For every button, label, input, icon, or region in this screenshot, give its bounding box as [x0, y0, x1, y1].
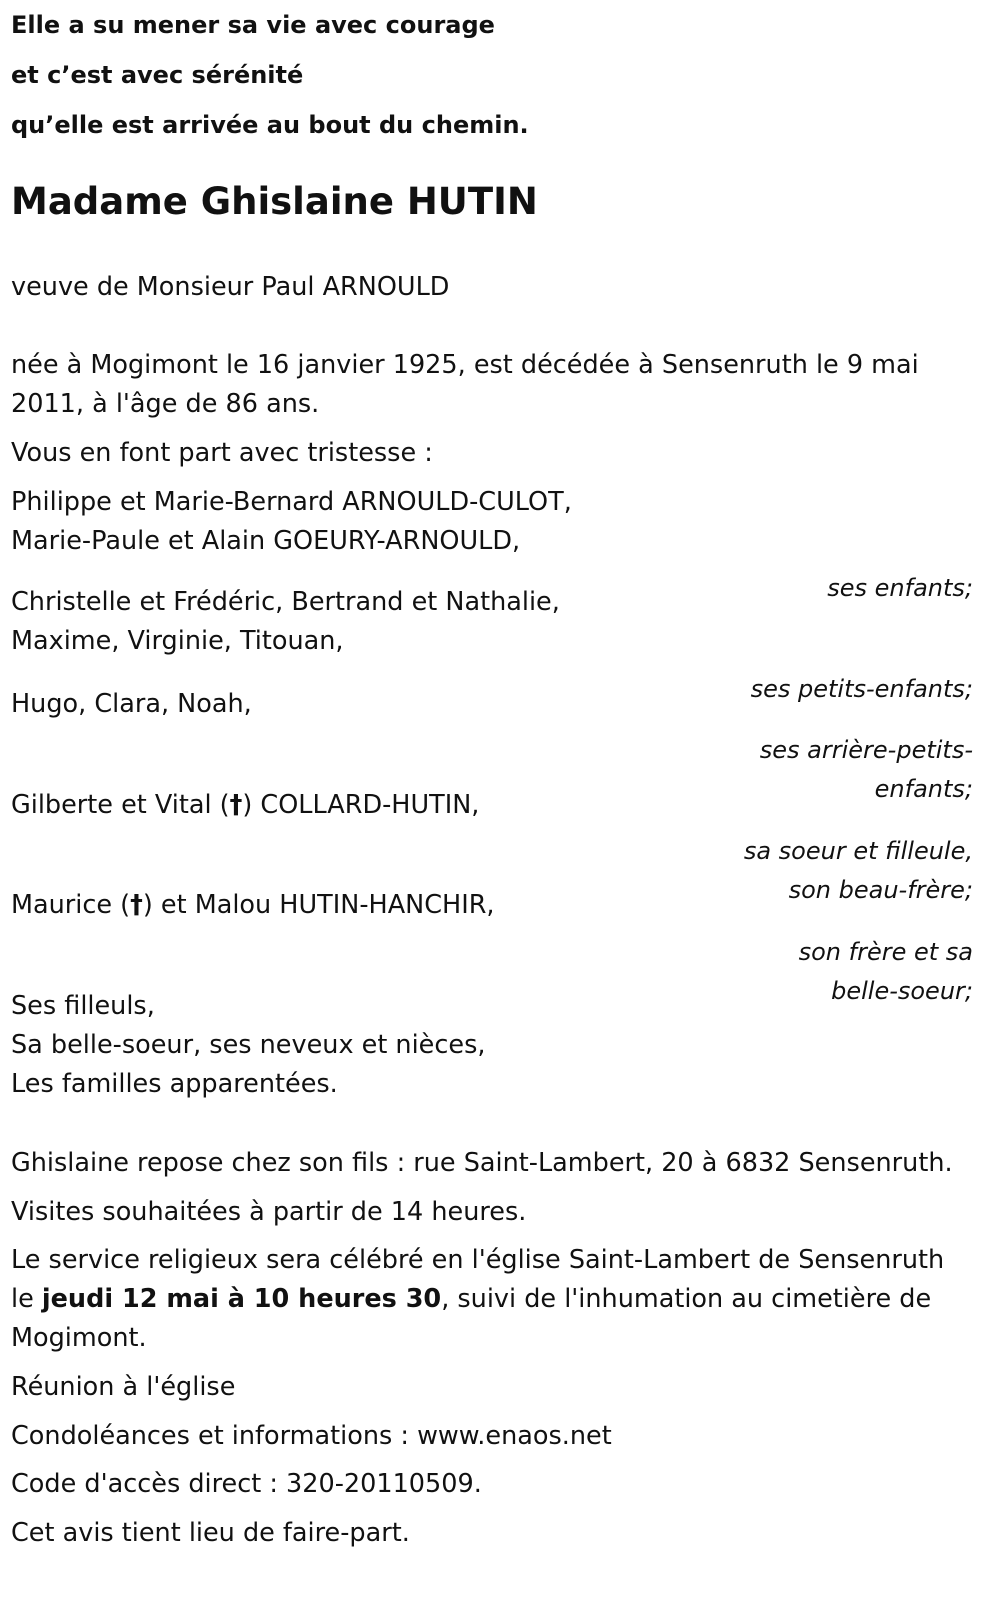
relation-brother: belle-soeur; — [831, 977, 973, 1005]
reunion-line: Réunion à l'église — [11, 1372, 236, 1402]
cross-icon: † — [229, 790, 243, 820]
service-text: , suivi de l'inhumation au cimetière de — [441, 1284, 932, 1314]
relation-grandchildren: ses petits-enfants; — [750, 675, 973, 703]
family-sister-name — [11, 786, 479, 825]
relation-children: ses enfants; — [827, 574, 973, 602]
family-children-name: Marie-Paule et Alain GOEURY-ARNOULD, — [11, 526, 521, 556]
name-text: ) et Malou HUTIN-HANCHIR, — [142, 890, 495, 920]
relation-sister: sa soeur et filleule, — [743, 837, 973, 865]
epitaph-line: et c’est avec sérénité — [11, 61, 304, 89]
others-line: Sa belle-soeur, ses neveux et nièces, — [11, 1030, 486, 1060]
birth-death-line: 2011, à l'âge de 86 ans. — [11, 389, 320, 419]
deceased-name: Madame Ghislaine HUTIN — [11, 180, 538, 223]
service-line — [11, 1280, 931, 1319]
spouse-line: veuve de Monsieur Paul ARNOULD — [11, 272, 450, 302]
family-children-name: Philippe et Marie-Bernard ARNOULD-CULOT, — [11, 487, 572, 517]
epitaph — [11, 0, 529, 150]
repose-line: Ghislaine repose chez son fils : rue Saint-Lambert, 20 à 6832 Sensenruth. — [11, 1148, 953, 1178]
family-grandchildren-name: Christelle et Frédéric, Bertrand et Nathalie, — [11, 587, 560, 617]
family-brother-name — [11, 886, 495, 925]
service-line: Le service religieux sera célébré en l'église Saint-Lambert de Sensenruth — [11, 1245, 945, 1275]
name-text: Maurice ( — [11, 890, 131, 920]
service-date: jeudi 12 mai à 10 heures 30 — [41, 1284, 442, 1314]
name-text: Gilberte et Vital ( — [11, 790, 230, 820]
relation-great-grandchildren: enfants; — [874, 775, 973, 803]
family-great-grandchildren-name: Hugo, Clara, Noah, — [11, 689, 252, 719]
relation-great-grandchildren: ses arrière-petits- — [759, 736, 973, 764]
relation-brother: son frère et sa — [798, 938, 973, 966]
name-text: ) COLLARD-HUTIN, — [242, 790, 480, 820]
family-grandchildren-name: Maxime, Virginie, Titouan, — [11, 626, 344, 656]
others-line: Ses filleuls, — [11, 991, 155, 1021]
announcement-intro: Vous en font part avec tristesse : — [11, 438, 433, 468]
service-line: Mogimont. — [11, 1323, 147, 1353]
access-code-line: Code d'accès direct : 320-20110509. — [11, 1469, 482, 1499]
others-line: Les familles apparentées. — [11, 1069, 338, 1099]
epitaph-line: qu’elle est arrivée au bout du chemin. — [11, 111, 529, 139]
notice-line: Cet avis tient lieu de faire-part. — [11, 1518, 410, 1548]
visits-line: Visites souhaitées à partir de 14 heures. — [11, 1197, 527, 1227]
birth-death-line: née à Mogimont le 16 janvier 1925, est décédée à Sensenruth le 9 mai — [11, 350, 919, 380]
relation-sister: son beau-frère; — [788, 876, 973, 904]
cross-icon: † — [130, 890, 143, 920]
condolences-line: Condoléances et informations : www.enaos.net — [11, 1421, 612, 1451]
service-text: le — [11, 1284, 42, 1314]
epitaph-line: Elle a su mener sa vie avec courage — [11, 11, 495, 39]
